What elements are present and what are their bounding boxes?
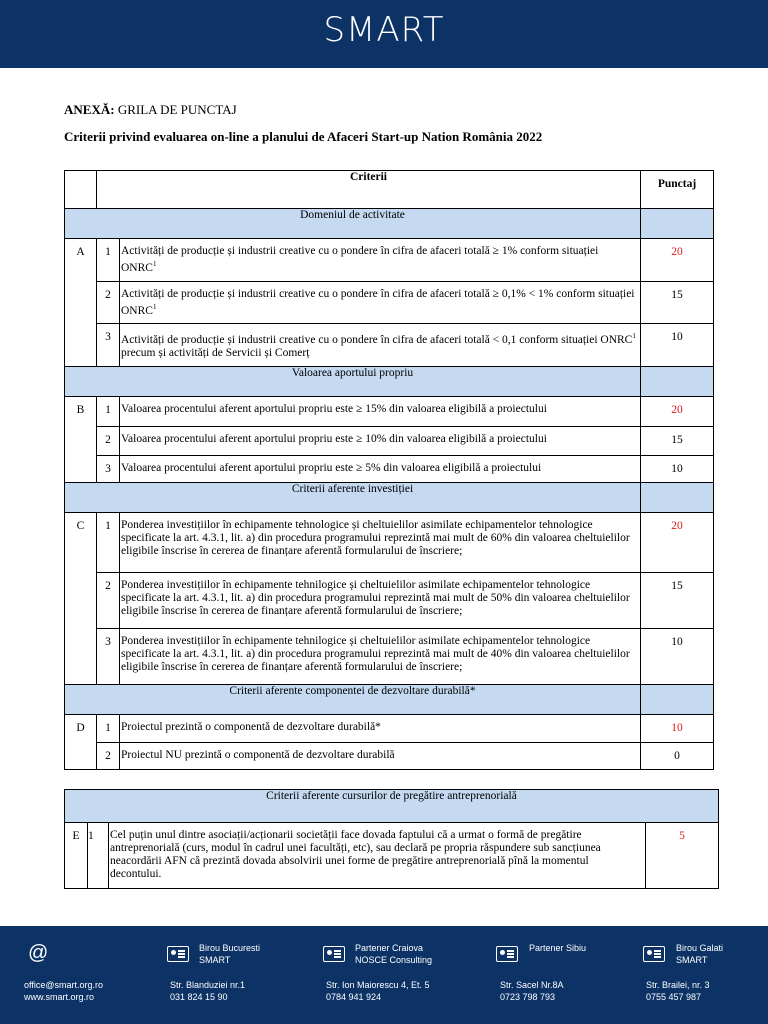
score-value: 20 <box>641 397 714 427</box>
office-sub: SMART <box>199 955 231 965</box>
page-footer <box>0 926 768 1024</box>
score-value: 10 <box>641 629 714 685</box>
office-address: Str. Brailei, nr. 3 <box>646 980 710 990</box>
row-letter-e: E <box>65 823 88 889</box>
row-letter-d: D <box>65 715 97 770</box>
section-title-e: Criterii aferente cursurilor de pregătire antreprenorială <box>65 790 719 823</box>
office-address: Str. Ion Maiorescu 4, Et. 5 <box>326 980 430 990</box>
section-row-a <box>65 209 714 239</box>
row-number: 3 <box>97 324 120 367</box>
criterion-a1-text: Activități de producție și industrii creative cu o pondere în cifra de afaceri totală ≥ 1% conform situației ONRC <box>121 245 599 274</box>
table-row <box>65 513 714 573</box>
criterion-a3-text-cont: precum și activități de Servicii și Comerț <box>121 346 310 359</box>
office-phone: 0755 457 987 <box>646 992 702 1002</box>
office-galati <box>676 942 723 966</box>
score-value: 15 <box>641 282 714 324</box>
row-number: 2 <box>97 282 120 324</box>
table-row <box>65 823 719 889</box>
criterion-a3-text: Activități de producție și industrii creative cu o pondere în cifra de afaceri totală < 0,1 conform situației ONRC <box>121 333 633 346</box>
annex-label: ANEXĂ: <box>64 102 115 117</box>
criterion-text: Valoarea procentului aferent aportului propriu este ≥ 5% din valoarea eligibilă a proiectului <box>120 456 641 483</box>
criterion-text <box>120 239 641 282</box>
criterion-text: Ponderea investițiilor în echipamente tehnologice și cheltuielilor asimilate echipamentelor tehnologice specificate la art. 4.3.1, lit. a) din procedura programului reprezintă mai mult de 60% din valoarea cheltuielilor eligibile înscrise în cererea de finanțare aferentă formularului de înscriere; <box>120 513 641 573</box>
criterion-text: Proiectul prezintă o componentă de dezvoltare durabilă* <box>120 715 641 743</box>
scoring-table <box>64 170 714 770</box>
score-value: 20 <box>641 513 714 573</box>
row-letter-c: C <box>65 513 97 685</box>
section-row-b <box>65 367 714 397</box>
email-at-icon: @ <box>28 942 49 964</box>
criterion-text: Valoarea procentului aferent aportului propriu este ≥ 10% din valoarea eligibilă a proiectului <box>120 427 641 456</box>
section-row-e <box>65 790 719 823</box>
row-number: 2 <box>97 427 120 456</box>
row-number: 1 <box>97 715 120 743</box>
table-row <box>65 324 714 367</box>
row-letter-a: A <box>65 239 97 367</box>
footnote-mark: 1 <box>152 303 157 311</box>
office-phone: 031 824 15 90 <box>170 992 228 1002</box>
office-title: Birou Galati <box>676 943 724 953</box>
criterion-text <box>120 282 641 324</box>
criterion-text: Valoarea procentului aferent aportului propriu este ≥ 15% din valoarea eligibilă a proiectului <box>120 397 641 427</box>
office-sub: NOSCE Consulting <box>355 955 433 965</box>
row-number: 1 <box>97 397 120 427</box>
criterion-text: Proiectul NU prezintă o componentă de dezvoltare durabilă <box>120 743 641 770</box>
score-value: 10 <box>641 324 714 367</box>
criterion-a2-text: Activități de producție și industrii creative cu o pondere în cifra de afaceri totală ≥ 0,1% < 1% conform situației ONRC <box>121 288 635 317</box>
annex-title: GRILA DE PUNCTAJ <box>117 102 237 117</box>
criteria-header: Criterii <box>97 171 641 209</box>
score-value: 20 <box>641 239 714 282</box>
row-letter-b: B <box>65 397 97 483</box>
section-row-d <box>65 685 714 715</box>
footnote-mark: 1 <box>152 260 157 268</box>
table-row <box>65 573 714 629</box>
section-row-c <box>65 483 714 513</box>
score-value: 5 <box>646 823 719 889</box>
row-number: 2 <box>97 743 120 770</box>
office-craiova <box>355 942 432 966</box>
office-title: Partener Sibiu <box>529 943 587 953</box>
section-title-d: Criterii aferente componentei de dezvoltare durabilă* <box>65 685 641 715</box>
page-header <box>0 0 768 68</box>
office-title: Partener Craiova <box>355 943 424 953</box>
row-number: 1 <box>97 239 120 282</box>
office-phone: 0723 798 793 <box>500 992 556 1002</box>
training-criteria-table <box>64 789 719 889</box>
office-bucuresti <box>199 942 260 966</box>
header-blank <box>65 171 97 209</box>
row-number: 3 <box>97 629 120 685</box>
table-row <box>65 456 714 483</box>
footer-email[interactable]: office@smart.org.ro <box>24 980 103 990</box>
score-value: 0 <box>641 743 714 770</box>
table-row <box>65 743 714 770</box>
section-title-b: Valoarea aportului propriu <box>65 367 641 397</box>
office-sub: SMART <box>676 955 708 965</box>
address-card-icon <box>167 946 189 962</box>
table-row <box>65 397 714 427</box>
score-value: 10 <box>641 456 714 483</box>
office-sibiu <box>529 942 586 954</box>
score-value: 15 <box>641 573 714 629</box>
office-address: Str. Blanduziei nr.1 <box>170 980 246 990</box>
address-card-icon <box>496 946 518 962</box>
row-number: 3 <box>97 456 120 483</box>
address-card-icon <box>643 946 665 962</box>
criterion-text <box>120 324 641 367</box>
table-row <box>65 427 714 456</box>
section-title-a: Domeniul de activitate <box>65 209 641 239</box>
address-card-icon <box>323 946 345 962</box>
table-row <box>65 629 714 685</box>
score-header: Punctaj <box>641 171 714 209</box>
footer-website[interactable]: www.smart.org.ro <box>24 992 95 1002</box>
row-number: 2 <box>97 573 120 629</box>
office-title: Birou Bucuresti <box>199 943 261 953</box>
section-title-c: Criterii aferente investiției <box>65 483 641 513</box>
row-number: 1 <box>97 513 120 573</box>
table-row <box>65 715 714 743</box>
criterion-text: Ponderea investițiilor în echipamente tehnilogice și cheltuielilor asimilate echipamentelor tehnologice specificate la art. 4.3.1, lit. a) din procedura programului reprezintă mai mult de 50% din valoarea cheltuielilor eligibile înscrise în cererea de finanțare aferentă formularului de înscriere; <box>120 573 641 629</box>
criterion-text: Cel puțin unul dintre asociații/acționarii societății face dovada faptului că a urmat o formă de pregătire antreprenorială (curs, modul în cadrul unei facultăți, etc), sau declară pe propria răspundere sub sancțiunea neacordării AFN că prezintă dovada absolvirii unei forme de pregătire antreprenorială pînă la momentul decontului. <box>109 823 646 889</box>
annex-heading <box>64 102 237 118</box>
table-row <box>65 282 714 324</box>
table-row <box>65 239 714 282</box>
document-subtitle: Criterii privind evaluarea on-line a planului de Afaceri Start-up Nation România 2022 <box>64 129 543 144</box>
office-address: Str. Sacel Nr.8A <box>500 980 564 990</box>
table-header-row <box>65 171 714 209</box>
smart-logo: SMART <box>323 10 445 50</box>
score-value: 10 <box>641 715 714 743</box>
row-number: 1 <box>88 823 109 889</box>
footnote-mark: 1 <box>632 332 636 340</box>
score-value: 15 <box>641 427 714 456</box>
criterion-text: Ponderea investițiilor în echipamente tehnilogice și cheltuielilor asimilate echipamentelor tehnologice specificate la art. 4.3.1, lit. a) din procedura programului reprezintă mai mult de 40% din valoarea cheltuielilor eligibile înscrise în cererea de finanțare aferentă formularului de înscriere; <box>120 629 641 685</box>
office-phone: 0784 941 924 <box>326 992 382 1002</box>
